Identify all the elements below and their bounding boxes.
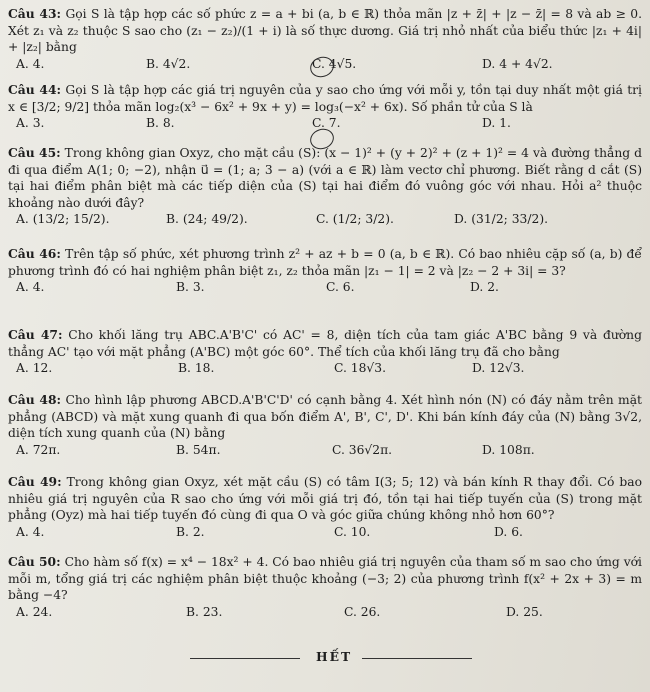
option-b: B. 18. [178, 361, 215, 376]
option-c: C. 26. [344, 604, 381, 619]
end-text: HẾT [316, 649, 353, 664]
question-stem: Cho hình lập phương ABCD.A'B'C'D' có cạnh bằng 4. Xét hình nón (N) có đáy nằm trên mặt phẳng (ABCD) và mặt xung quanh đi qua bốn điểm A', B', C', D'. Khi bán kính đáy của (N) bằng 3√2, diện tích xung quanh của (N) bằng [8, 393, 642, 441]
question-stem: Trên tập số phức, xét phương trình z² + az + b = 0 (a, b ∈ ℝ). Có bao nhiêu cặp số (a, b) để phương trình đó có hai nghiệm phân biệt z₁, z₂ thỏa mãn |z₁ − 1| = 2 và |z₂ − 2 + 3i| = 3? [8, 247, 642, 278]
option-d: D. 108π. [482, 442, 535, 457]
option-b: B. (24; 49/2). [166, 212, 248, 227]
option-a: A. 4. [16, 280, 45, 295]
option-a: A. 12. [16, 361, 53, 376]
option-c: C. 4√5. [312, 56, 357, 71]
question-48 [8, 392, 642, 459]
option-a: A. 72π. [16, 442, 61, 457]
question-label: Câu 46: [8, 246, 61, 261]
options-row [8, 279, 642, 296]
option-d: D. 2. [470, 280, 499, 295]
option-c: C. 10. [334, 524, 371, 539]
question-label: Câu 50: [8, 554, 61, 569]
option-d: D. 4 + 4√2. [482, 56, 553, 71]
options-row [8, 442, 642, 459]
option-c: C. 36√2π. [332, 442, 393, 457]
end-marker [190, 648, 490, 668]
question-stem: Trong không gian Oxyz, cho mặt cầu (S): (x − 1)² + (y + 2)² + (z + 1)² = 4 và đường thẳng d đi qua điểm A(1; 0; −2), nhận u⃗ = (1; a; 3 − a) (với a ∈ ℝ) làm vectơ chỉ phương. Biết rằng d cắt (S) tại hai điểm phân biệt mà các tiếp diện của (S) tại hai điểm đó vuông góc với nhau. Hỏi a² thuộc khoảng nào dưới đây? [8, 146, 642, 210]
question-46 [8, 246, 642, 296]
question-50 [8, 554, 642, 621]
question-label: Câu 47: [8, 327, 63, 342]
question-stem: Trong không gian Oxyz, xét mặt cầu (S) có tâm I(3; 5; 12) và bán kính R thay đổi. Có bao nhiêu giá trị nguyên của R sao cho ứng với mỗi giá trị đó, tồn tại hai tiếp tuyến của (S) trong mặt phẳng (Oyz) mà hai tiếp tuyến đó cùng đi qua O và góc giữa chúng không nhỏ hơn 60°? [8, 475, 642, 523]
question-stem: Gọi S là tập hợp các số phức z = a + bi (a, b ∈ ℝ) thỏa mãn |z + z̄| + |z − z̄| = 8 và ab ≥ 0. Xét z₁ và z₂ thuộc S sao cho (z₁ − z₂)/(1 + i) là số thực dương. Giá trị nhỏ nhất của biểu thức |z₁ + 4i| + |z₂| bằng [8, 7, 642, 55]
option-c: C. (1/2; 3/2). [316, 212, 394, 227]
option-c: C. 18√3. [334, 361, 387, 376]
option-a: A. (13/2; 15/2). [16, 212, 110, 227]
option-b: B. 4√2. [146, 56, 191, 71]
options-row [8, 211, 642, 228]
question-44 [8, 82, 642, 132]
options-row [8, 360, 642, 377]
question-stem: Gọi S là tập hợp các giá trị nguyên của y sao cho ứng với mỗi y, tồn tại duy nhất một giá trị x ∈ [3/2; 9/2] thỏa mãn log₂(x³ − 6x² + 9x + y) = log₃(−x² + 6x). Số phần tử của S là [8, 83, 642, 114]
option-a: A. 24. [16, 604, 53, 619]
question-stem: Cho khối lăng trụ ABC.A'B'C' có AC' = 8, diện tích của tam giác A'BC bằng 9 và đường thẳng AC' tạo với mặt phẳng (A'BC) một góc 60°. Thể tích của khối lăng trụ đã cho bằng [8, 328, 642, 359]
options-row [8, 604, 642, 621]
option-b: B. 3. [176, 280, 205, 295]
question-49 [8, 474, 642, 541]
option-d: D. 1. [482, 116, 511, 131]
question-stem: Cho hàm số f(x) = x⁴ − 18x² + 4. Có bao nhiêu giá trị nguyên của tham số m sao cho ứng với mỗi m, tổng giá trị các nghiệm phân biệt thuộc khoảng (−3; 2) của phương trình f(x² + 2x + 3) = m bằng −4? [8, 555, 642, 603]
question-label: Câu 48: [8, 392, 62, 407]
question-47 [8, 327, 642, 377]
question-45 [8, 145, 642, 228]
option-a: A. 4. [16, 56, 45, 71]
question-label: Câu 49: [8, 474, 62, 489]
option-d: D. 6. [494, 524, 523, 539]
question-label: Câu 43: [8, 6, 62, 21]
option-d: D. 12√3. [472, 361, 525, 376]
question-label: Câu 45: [8, 145, 61, 160]
option-c: C. 7. [312, 116, 341, 131]
question-label: Câu 44: [8, 82, 62, 97]
option-a: A. 3. [16, 116, 45, 131]
option-b: B. 8. [146, 116, 175, 131]
option-c: C. 6. [326, 280, 355, 295]
option-b: B. 2. [176, 524, 205, 539]
divider-left [190, 658, 300, 659]
options-row [8, 524, 642, 541]
divider-right [362, 658, 472, 659]
option-b: B. 54π. [176, 442, 221, 457]
option-d: D. 25. [506, 604, 543, 619]
option-d: D. (31/2; 33/2). [454, 212, 549, 227]
option-b: B. 23. [186, 604, 223, 619]
option-a: A. 4. [16, 524, 45, 539]
